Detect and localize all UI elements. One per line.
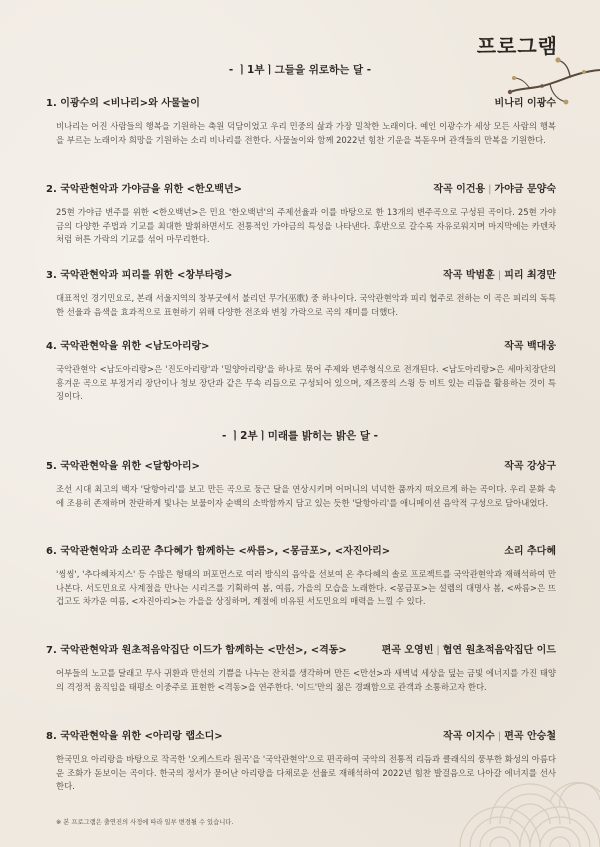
- item-description: 조선 시대 최고의 백자 '달항아리'를 보고 만든 곡으로 둥근 달을 연상시키며 어머니의 넉넉한 품까지 떠오르게 하는 곡이다. 우리 문화 속에 조용히 존재하며 찬란하게 빛나는 보물이자 순백의 소박함까지 담고 있는 듯한 '달항아리'를 애니메이션 음악적 구성으로 담아내었다.: [56, 484, 556, 508]
- program-item-6: [46, 542, 556, 609]
- program-item-3: [46, 266, 556, 319]
- item-credit: [382, 641, 556, 656]
- page-title: 프로그램: [476, 34, 558, 58]
- item-description: 국악관현악 <남도아리랑>은 '진도아리랑'과 '밀양아리랑'을 하나로 묶어 주제와 변주형식으로 전개된다. <남도아리랑>은 세마치장단의 흥겨운 곡으로 부정거리 장단이나 청보 장단과 같은 무속 리듬으로 구성되어 있으며, 재즈풍의 스윙 등 비트 있는 리듬을 활용하는 것이 특징이다.: [56, 364, 556, 402]
- item-title: 3. 국악관현악과 피리를 위한 <창부타령>: [46, 270, 233, 281]
- credit-primary: 작곡 박범훈: [443, 270, 495, 281]
- credit-primary: 비나리 이광수: [494, 98, 556, 109]
- credit-primary: 작곡 이지수: [443, 731, 495, 742]
- item-credit: [443, 266, 556, 281]
- credit-secondary: 협연 원초적음악집단 이드: [442, 645, 556, 656]
- item-title: 1. 이광수의 <비나리>와 사물놀이: [46, 98, 200, 109]
- item-title: 6. 국악관현악과 소리꾼 추다혜가 함께하는 <싸름>, <몽금포>, <자진아리>: [46, 546, 391, 557]
- item-description: 25현 가야금 변주를 위한 <한오백년>은 민요 '한오백년'의 주제선율과 이를 바탕으로 한 13개의 변주곡으로 구성된 곡이다. 25현 가야금의 다양한 주법과 기교를 최대한 발휘하면서도 전통적인 가야금의 특성을 나타낸다. 후반으로 갈수록 자유로워지며 마지막에는 카덴차처럼 허튼 가락의 기교를 섞어 마무리한다.: [56, 207, 556, 245]
- item-title: 5. 국악관현악을 위한 <달항아리>: [46, 461, 200, 472]
- program-item-5: [46, 457, 556, 510]
- program-item-7: [46, 641, 556, 694]
- item-title: 8. 국악관현악을 위한 <아리랑 랩소디>: [46, 731, 223, 742]
- credit-primary: 작곡 강상구: [504, 461, 556, 472]
- item-credit: [443, 727, 556, 742]
- item-credit: [504, 542, 556, 557]
- credit-secondary: 편곡 안승철: [504, 731, 556, 742]
- item-description: 한국민요 아리랑을 바탕으로 작곡한 '오케스트라 원곡'을 '국악관현악'으로 편곡하여 국악의 전통적 리듬과 클래식의 풍부한 화성의 아름다운 조화가 돋보이는 곡이다. 한국의 정서가 묻어난 아리랑을 다채로운 선율로 재해석하여 2022년 힘찬 발걸음으로 나아갈 에너지를 선사한다.: [56, 754, 556, 792]
- credit-separator: |: [497, 270, 502, 281]
- program-item-2: [46, 180, 556, 247]
- item-title: 7. 국악관현악과 원초적음악집단 이드가 함께하는 <만선>, <격동>: [46, 645, 347, 656]
- item-description: 어부들의 노고를 달래고 무사 귀환과 만선의 기쁨을 나누는 잔치를 생각하며 만든 <만선>과 새벽녘 세상을 덮는 금빛 에너지를 가진 태양의 격정적 움직임을 태평소 이중주로 표현한 <격동>을 연주한다. '이드'만의 젊은 경쾌함으로 관객과 소통하고자 한다.: [56, 668, 556, 692]
- credit-primary: 소리 추다혜: [504, 546, 556, 557]
- item-title: 2. 국악관현악과 가야금을 위한 <한오백년>: [46, 184, 243, 195]
- program-item-4: [46, 337, 556, 404]
- item-credit: [433, 180, 556, 195]
- part-1-heading: - ㅣ1부ㅣ그들을 위로하는 달 -: [228, 64, 372, 76]
- part-2-heading: - ㅣ2부ㅣ미래를 밝히는 밝은 달 -: [221, 430, 378, 442]
- credit-separator: |: [488, 184, 492, 195]
- wave-ornament: [450, 752, 600, 847]
- item-description: 대표적인 경기민요로, 본래 서울지역의 창부굿에서 불리던 무가(巫歌) 중 하나이다. 국악관현악과 피리 협주로 전하는 이 곡은 피리의 독특한 선율과 음색을 효과적으로 표현하기 위해 다양한 전조와 변칭 가락으로 곡의 재미를 더했다.: [56, 293, 556, 317]
- credit-separator: |: [436, 645, 440, 656]
- item-credit: [504, 337, 556, 352]
- item-description: 비나리는 어진 사람들의 행복을 기원하는 축원 덕담이었고 우리 민중의 삶과 가장 밀착한 노래이다. 예인 이광수가 세상 모든 사람의 행복을 부르는 노래이자 희망을 기원하는 소리 비나리를 전한다. 사물놀이와 함께 2022년 힘찬 기운을 북돋우며 관객들의 만복을 기원한다.: [56, 121, 556, 145]
- credit-primary: 작곡 백대웅: [504, 341, 556, 352]
- item-credit: [495, 94, 556, 109]
- footnote: ※ 본 프로그램은 출연진의 사정에 따라 일부 변경될 수 있습니다.: [56, 819, 234, 826]
- item-title: 4. 국악관현악을 위한 <남도아리랑>: [46, 341, 210, 352]
- credit-secondary: 가야금 문양숙: [494, 184, 556, 195]
- program-item-1: [46, 94, 556, 147]
- credit-separator: |: [497, 731, 502, 742]
- credit-primary: 작곡 이건용: [433, 184, 486, 195]
- credit-primary: 편곡 오영빈: [381, 645, 434, 656]
- item-description: '씽씽', '추다혜차지스' 등 수많은 형태의 퍼포먼스로 여러 방식의 음악을 선보여 온 추다혜의 솔로 프로젝트를 국악관현악과 재해석하여 만나본다. 서도민요로 사계절을 만나는 시리즈를 기획하여 봄, 여름, 가을의 모습을 노래한다. <몽금포>는 설렘의 대명사 봄, <싸름>은 뜨겁고도 차가운 여름, <자진아리>는 가을을 상징하며, 계절에 비유된 서도민요의 매력을 느낄 수 있다.: [56, 569, 556, 607]
- item-credit: [504, 457, 556, 472]
- credit-secondary: 피리 최경만: [504, 270, 556, 281]
